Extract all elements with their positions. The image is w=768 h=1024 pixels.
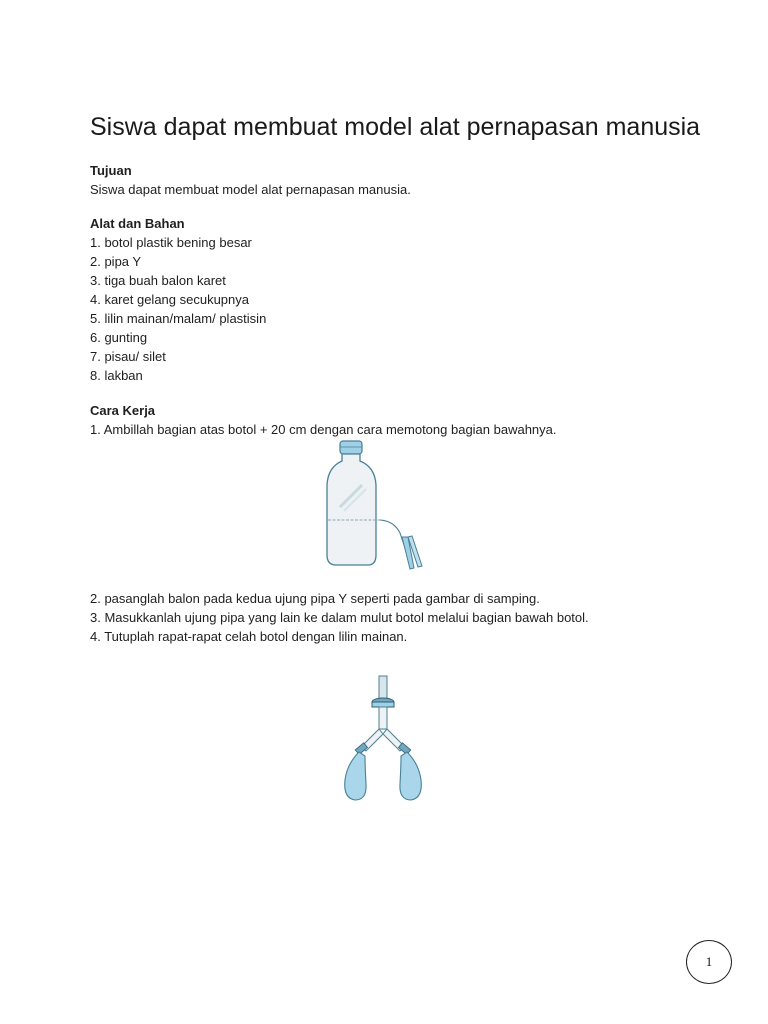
section-heading-cara-kerja: Cara Kerja — [90, 403, 156, 418]
section-alat-bahan — [90, 214, 266, 385]
list-item: 8. lakban — [90, 368, 143, 383]
section-text-tujuan: Siswa dapat membuat model alat pernapasan manusia. — [90, 182, 411, 197]
section-heading-tujuan: Tujuan — [90, 163, 132, 178]
steps-continued — [90, 589, 589, 646]
list-item: 5. lilin mainan/malam/ plastisin — [90, 311, 267, 326]
bottle-figure — [318, 437, 448, 577]
bottle-illustration-icon — [318, 437, 448, 577]
list-item: 3. tiga buah balon karet — [90, 273, 226, 288]
list-item: 1. botol plastik bening besar — [90, 235, 252, 250]
list-item: 4. karet gelang secukupnya — [90, 292, 249, 307]
page-number-label: 1 — [705, 954, 713, 969]
step-item: 2. pasanglah balon pada kedua ujung pipa Y seperti pada gambar di samping. — [90, 591, 540, 606]
list-item: 7. pisau/ silet — [90, 349, 166, 364]
y-pipe-balloons-icon — [335, 672, 435, 807]
step-item: 1. Ambillah bagian atas botol + 20 cm dengan cara memotong bagian bawahnya. — [90, 422, 557, 437]
step-item: 4. Tutuplah rapat-rapat celah botol dengan lilin mainan. — [90, 629, 408, 644]
step-item: 3. Masukkanlah ujung pipa yang lain ke dalam mulut botol melalui bagian bawah botol. — [90, 610, 589, 625]
y-pipe-figure — [335, 672, 435, 807]
section-tujuan — [90, 161, 411, 199]
page-title: Siswa dapat membuat model alat pernapasan manusia — [90, 113, 701, 141]
list-item: 2. pipa Y — [90, 254, 142, 269]
section-heading-alat-bahan: Alat dan Bahan — [90, 216, 185, 231]
section-cara-kerja — [90, 401, 557, 439]
materials-list — [90, 233, 266, 385]
list-item: 6. gunting — [90, 330, 148, 345]
page-number — [686, 940, 732, 984]
